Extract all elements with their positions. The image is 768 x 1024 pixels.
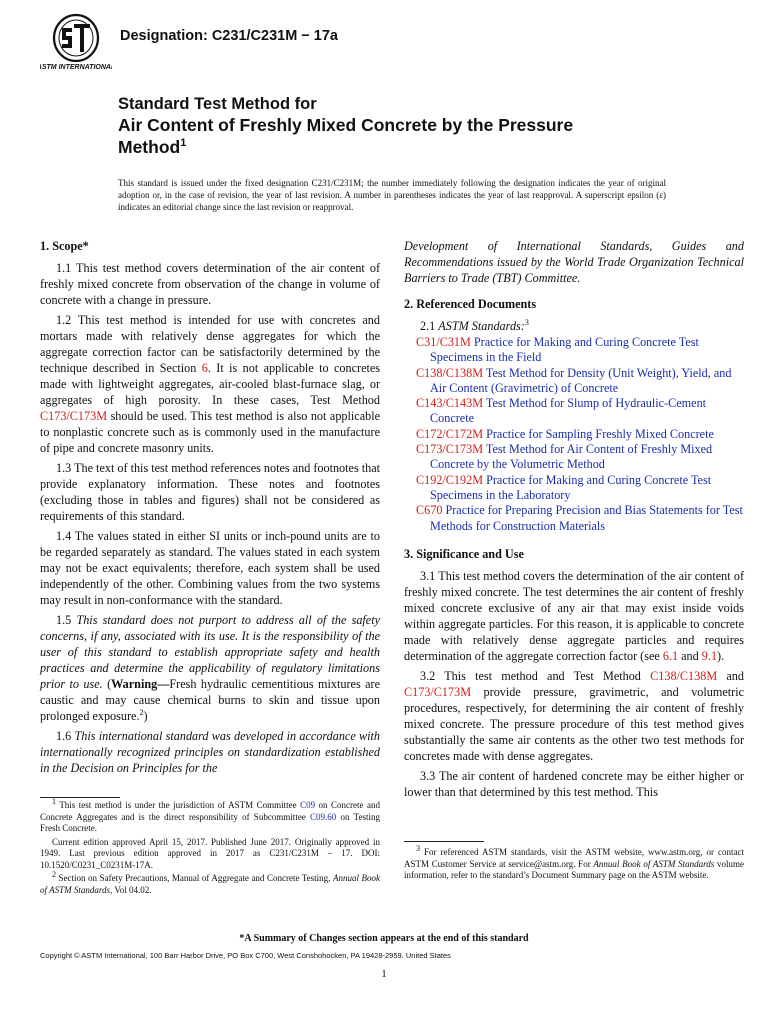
link-c173[interactable]: C173/C173M	[404, 684, 472, 699]
reference-item: C670 Practice for Preparing Precision and Bias Statements for Test Methods for Construction Materials	[416, 503, 743, 533]
footnote-divider-right	[404, 841, 484, 842]
ref-code-link[interactable]: C143/C143M	[416, 396, 484, 411]
para-3-3: 3.3 The air content of hardened concrete may be either higher or lower than that determined by this test method. This	[404, 768, 744, 799]
document-title	[118, 94, 718, 158]
logo-wordmark: ASTM INTERNATIONAL	[40, 64, 112, 71]
right-column	[404, 238, 744, 804]
reference-item: C143/C143M Test Method for Slump of Hydraulic-Cement Concrete	[416, 396, 707, 426]
ref-code-link[interactable]: C172/C172M	[416, 426, 484, 441]
footnote-1: $^1$ This test method is under the jurisdiction of ASTM Committee C09 on Concrete and Concrete Aggregates and is the direct responsibility of Subcommittee C09.60 on Testing Fresh Concrete.	[40, 797, 380, 833]
astm-logo	[40, 12, 112, 72]
astm-logo-icon	[40, 12, 112, 72]
link-c09[interactable]: C09	[300, 800, 316, 810]
reference-item: C31/C31M Practice for Making and Curing Concrete Test Specimens in the Field	[416, 335, 699, 365]
para-1-5: 1.5 This standard does not purport to address all of the safety concerns, if any, associated with its use. It is the responsibility of the user of this standard to establish appropriate safety and health practices and determine the applicability of regulatory limitations prior to use. (Warning—Fresh hydraulic cementitious mixtures are caustic and may cause chemical burns to skin and tissue upon prolonged exposure.$^2$)	[40, 613, 380, 723]
copyright: Copyright © ASTM International, 100 Barr Harbor Drive, PO Box C700, West Conshohocken, PA 19428-2959. United States	[40, 951, 451, 960]
para-1-6: 1.6 This international standard was developed in accordance with internationally recognized principles on standardization established in the Decision on Principles for the	[40, 729, 380, 775]
para-1-2: 1.2 This test method is intended for use with concretes and mortars made with relatively dense aggregates for which the aggregate correction factor can be satisfactorily determined by the technique described in Section 6. It is not applicable to concretes made with lightweight aggregates, air-cooled blast-furnace slag, or aggregates of high porosity. In these cases, Test Method C173/C173M should be used. This test method is also not applicable to nonplastic concrete such as is commonly used in the manufacture of pipe and concrete masonry units.	[40, 313, 381, 455]
footnote-ref-2[interactable]: 2	[139, 707, 144, 717]
ref-code-link[interactable]: C192/C192M	[416, 472, 484, 487]
title-line-2: Air Content of Freshly Mixed Concrete by the Pressure	[118, 115, 574, 135]
para-3-2: 3.2 This test method and Test Method C138/C138M and C173/C173M provide pressure, gravimetric, and volumetric procedures, respectively, for determining the air content of freshly mixed concrete. The pressure procedure of this test method gives substantially the same air contents as the other two test methods for concretes made with dense aggregates.	[404, 668, 744, 763]
section-heading-scope: 1. Scope*	[40, 239, 89, 253]
reference-item: C173/C173M Test Method for Air Content of Freshly Mixed Concrete by the Volumetric Method	[416, 442, 713, 472]
para-1-4: 1.4 The values stated in either SI units or inch-pound units are to be regarded separately as standard. The values stated in each system may not be exact equivalents; therefore, each system shall be used independently of the other. Combining values from the two systems may result in non-conformance with the standard.	[40, 529, 380, 607]
title-line-1: Standard Test Method for	[118, 95, 317, 113]
para-3-1: 3.1 This test method covers the determination of the air content of freshly mixed concrete. The test determines the air content of freshly mixed concrete exclusive of any air that may exist inside voids within aggregate particles. For this reason, it is applicable to concrete made with relatively dense aggregate particles and requires determination of the aggregate correction factor (see 6.1 and 9.1).	[404, 568, 744, 663]
para-2-1: 2.1 ASTM Standards:$^3$	[420, 317, 529, 333]
footnote-3: $^3$ For referenced ASTM standards, visit the ASTM website, www.astm.org, or contact ASTM Customer Service at service@astm.org. For Annual Book of ASTM Standards volume information, refer to the standard’s Document Summary page on the ASTM website.	[404, 844, 744, 880]
ref-code-link[interactable]: C138/C138M	[416, 365, 484, 380]
title-line-3: Method	[118, 137, 181, 157]
link-9-1[interactable]: 9.1	[701, 648, 718, 663]
reference-item: C172/C172M Practice for Sampling Freshly Mixed Concrete	[416, 426, 714, 441]
link-section-6[interactable]: 6	[201, 361, 208, 375]
ref-code-link[interactable]: C173/C173M	[416, 442, 484, 457]
link-c138[interactable]: C138/C138M	[650, 668, 718, 683]
footnote-2: $^2$ Section on Safety Precautions, Manual of Aggregate and Concrete Testing, Annual Book of ASTM Standards, Vol 04.02.	[40, 870, 380, 895]
reference-list	[404, 335, 744, 534]
section-heading-significance: 3. Significance and Use	[404, 546, 524, 561]
page-number: 1	[381, 968, 387, 980]
ref-code-link[interactable]: C31/C31M	[416, 335, 471, 349]
summary-of-changes-note: *A Summary of Changes section appears at the end of this standard	[239, 933, 529, 944]
footnotes-right	[404, 844, 744, 884]
para-1-6-continued: Development of International Standards, Guides and Recommendations issued by the World Trade Organization Technical Barriers to Trade (TBT) Committee.	[404, 239, 744, 285]
reference-item: C138/C138M Test Method for Density (Unit Weight), Yield, and Air Content (Gravimetric) of Concrete	[416, 365, 732, 395]
footnotes-left	[40, 797, 380, 898]
left-column	[40, 238, 380, 780]
link-6-1[interactable]: 6.1	[662, 648, 679, 663]
section-heading-references: 2. Referenced Documents	[404, 297, 537, 311]
reference-item: C192/C192M Practice for Making and Curing Concrete Test Specimens in the Laboratory	[416, 472, 712, 502]
para-1-3: 1.3 The text of this test method references notes and footnotes that provide explanatory information. These notes and footnotes (excluding those in tables and figures) shall not be considered as requirements of this standard.	[40, 461, 381, 523]
ref-code-link[interactable]: C670	[416, 503, 443, 518]
link-c173[interactable]: C173/C173M	[40, 409, 108, 423]
issuance-notice: This standard is issued under the fixed designation C231/C231M; the number immediately following the designation indicates the year of original adoption or, in the case of revision, the year of last revision. A number in parentheses indicates the year of last reapproval. A superscript epsilon (ε) indicates an editorial change since the last revision or reapproval.	[118, 178, 666, 212]
para-1-1: 1.1 This test method covers determination of the air content of freshly mixed concrete from observation of the change in volume of concrete with a change in pressure.	[40, 261, 380, 307]
designation: Designation: C231/C231M − 17a	[120, 28, 338, 44]
title-footnote-ref[interactable]: 1	[180, 137, 187, 150]
footnote-1-edition: Current edition approved April 15, 2017. Published June 2017. Originally approved in 1949. Last previous edition approved in 2017 as C231/C231M – 17. DOI: 10.1520/C0231_C0231M-17A.	[40, 836, 380, 870]
link-c09-60[interactable]: C09.60	[310, 811, 337, 822]
